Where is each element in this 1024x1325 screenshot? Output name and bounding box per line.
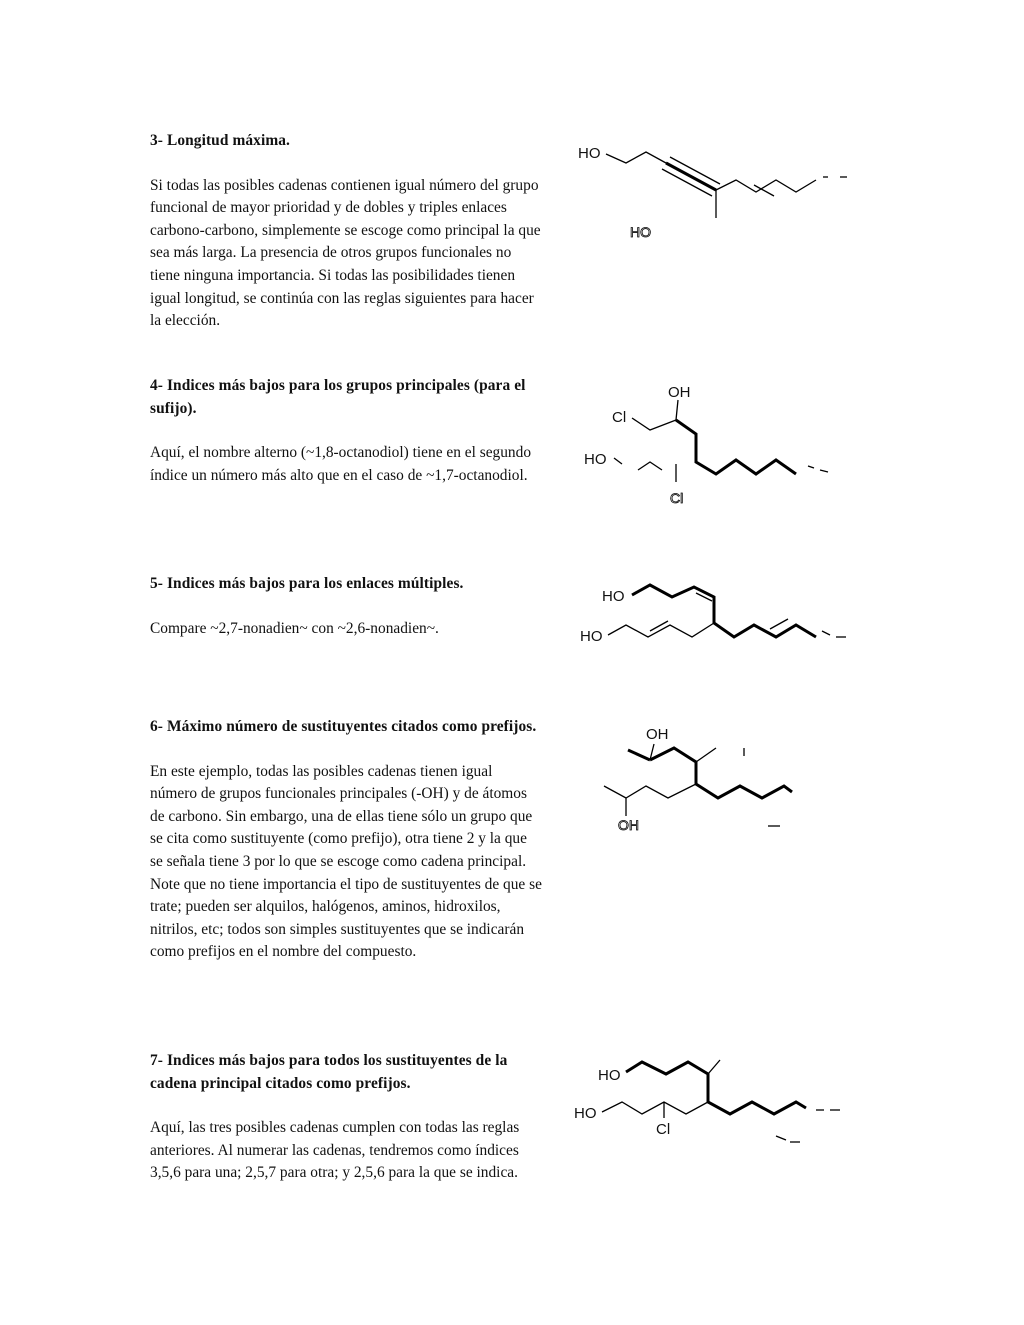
- atom-label: HO: [578, 145, 601, 162]
- atom-label: HO: [598, 1067, 621, 1084]
- section-3: [150, 130, 542, 333]
- section-heading: 7- Indices más bajos para todos los sustituyentes de la cadena principal citados como prefijos.: [150, 1052, 508, 1092]
- section-7: [150, 1050, 542, 1185]
- structure-figure-4: [580, 722, 860, 892]
- section-4: [150, 375, 542, 487]
- atom-label: Cl: [670, 490, 684, 506]
- structure-figure-3: [570, 575, 860, 705]
- section-body: Compare ~2,7-nonadien~ con ~2,6-nonadien~.: [150, 619, 439, 637]
- atom-label: OH: [668, 384, 691, 401]
- atom-label: OH: [618, 817, 639, 833]
- atom-label: HO: [574, 1105, 597, 1122]
- structure-figure-2: [570, 380, 860, 555]
- structure-figure-5: [570, 1050, 860, 1205]
- section-heading: 3- Longitud máxima.: [150, 132, 291, 149]
- section-body: Aquí, el nombre alterno (~1,8-octanodiol) tiene en el segundo índice un número más alto que en el caso de ~1,7-octanodiol.: [150, 444, 532, 484]
- section-body: Si todas las posibles cadenas contienen igual número del grupo funcional de mayor prioridad y de dobles y triples enlaces carbono-carbono, simplemente se escoge como principal la que sea más larga. La presencia de otros grupos funcionales no tiene ninguna importancia. Si todas las posibilidades tienen igual longitud, se continúa con las reglas siguientes para hacer la elección.: [150, 176, 541, 330]
- atom-label: OH: [646, 726, 669, 743]
- section-5: [150, 573, 542, 640]
- atom-label: HO: [584, 451, 607, 468]
- atom-label: HO: [602, 588, 625, 605]
- section-heading: 4- Indices más bajos para los grupos principales (para el sufijo).: [150, 377, 526, 417]
- section-heading: 5- Indices más bajos para los enlaces múltiples.: [150, 575, 464, 592]
- section-6: [150, 716, 542, 964]
- atom-label: Cl: [656, 1121, 671, 1138]
- atom-label: HO: [630, 224, 651, 240]
- section-heading: 6- Máximo número de sustituyentes citados como prefijos.: [150, 718, 537, 735]
- section-body: Aquí, las tres posibles cadenas cumplen con todas las reglas anteriores. Al numerar las cadenas, tendremos como índices 3,5,6 para una; 2,5,7 para otra; y 2,5,6 para la que se indica.: [150, 1119, 520, 1182]
- structure-figure-1: [570, 130, 860, 290]
- atom-label: HO: [580, 628, 603, 645]
- atom-label: Cl: [612, 409, 627, 426]
- section-body: En este ejemplo, todas las posibles cadenas tienen igual número de grupos funcionales principales (-OH) y de átomos de carbono. Sin embargo, una de ellas tiene sólo un grupo que se cita como sustituyente (como prefijo), otra tiene 2 y la que se señala tiene 3 por lo que se escoge como cadena principal. Note que no tiene importancia el tipo de sustituyentes de que se trate; pueden ser alquilos, halógenos, aminos, hidroxilos, nitrilos, etc; todos son simples sustituyentes que se indicarán como prefijos en el nombre del compuesto.: [150, 762, 542, 961]
